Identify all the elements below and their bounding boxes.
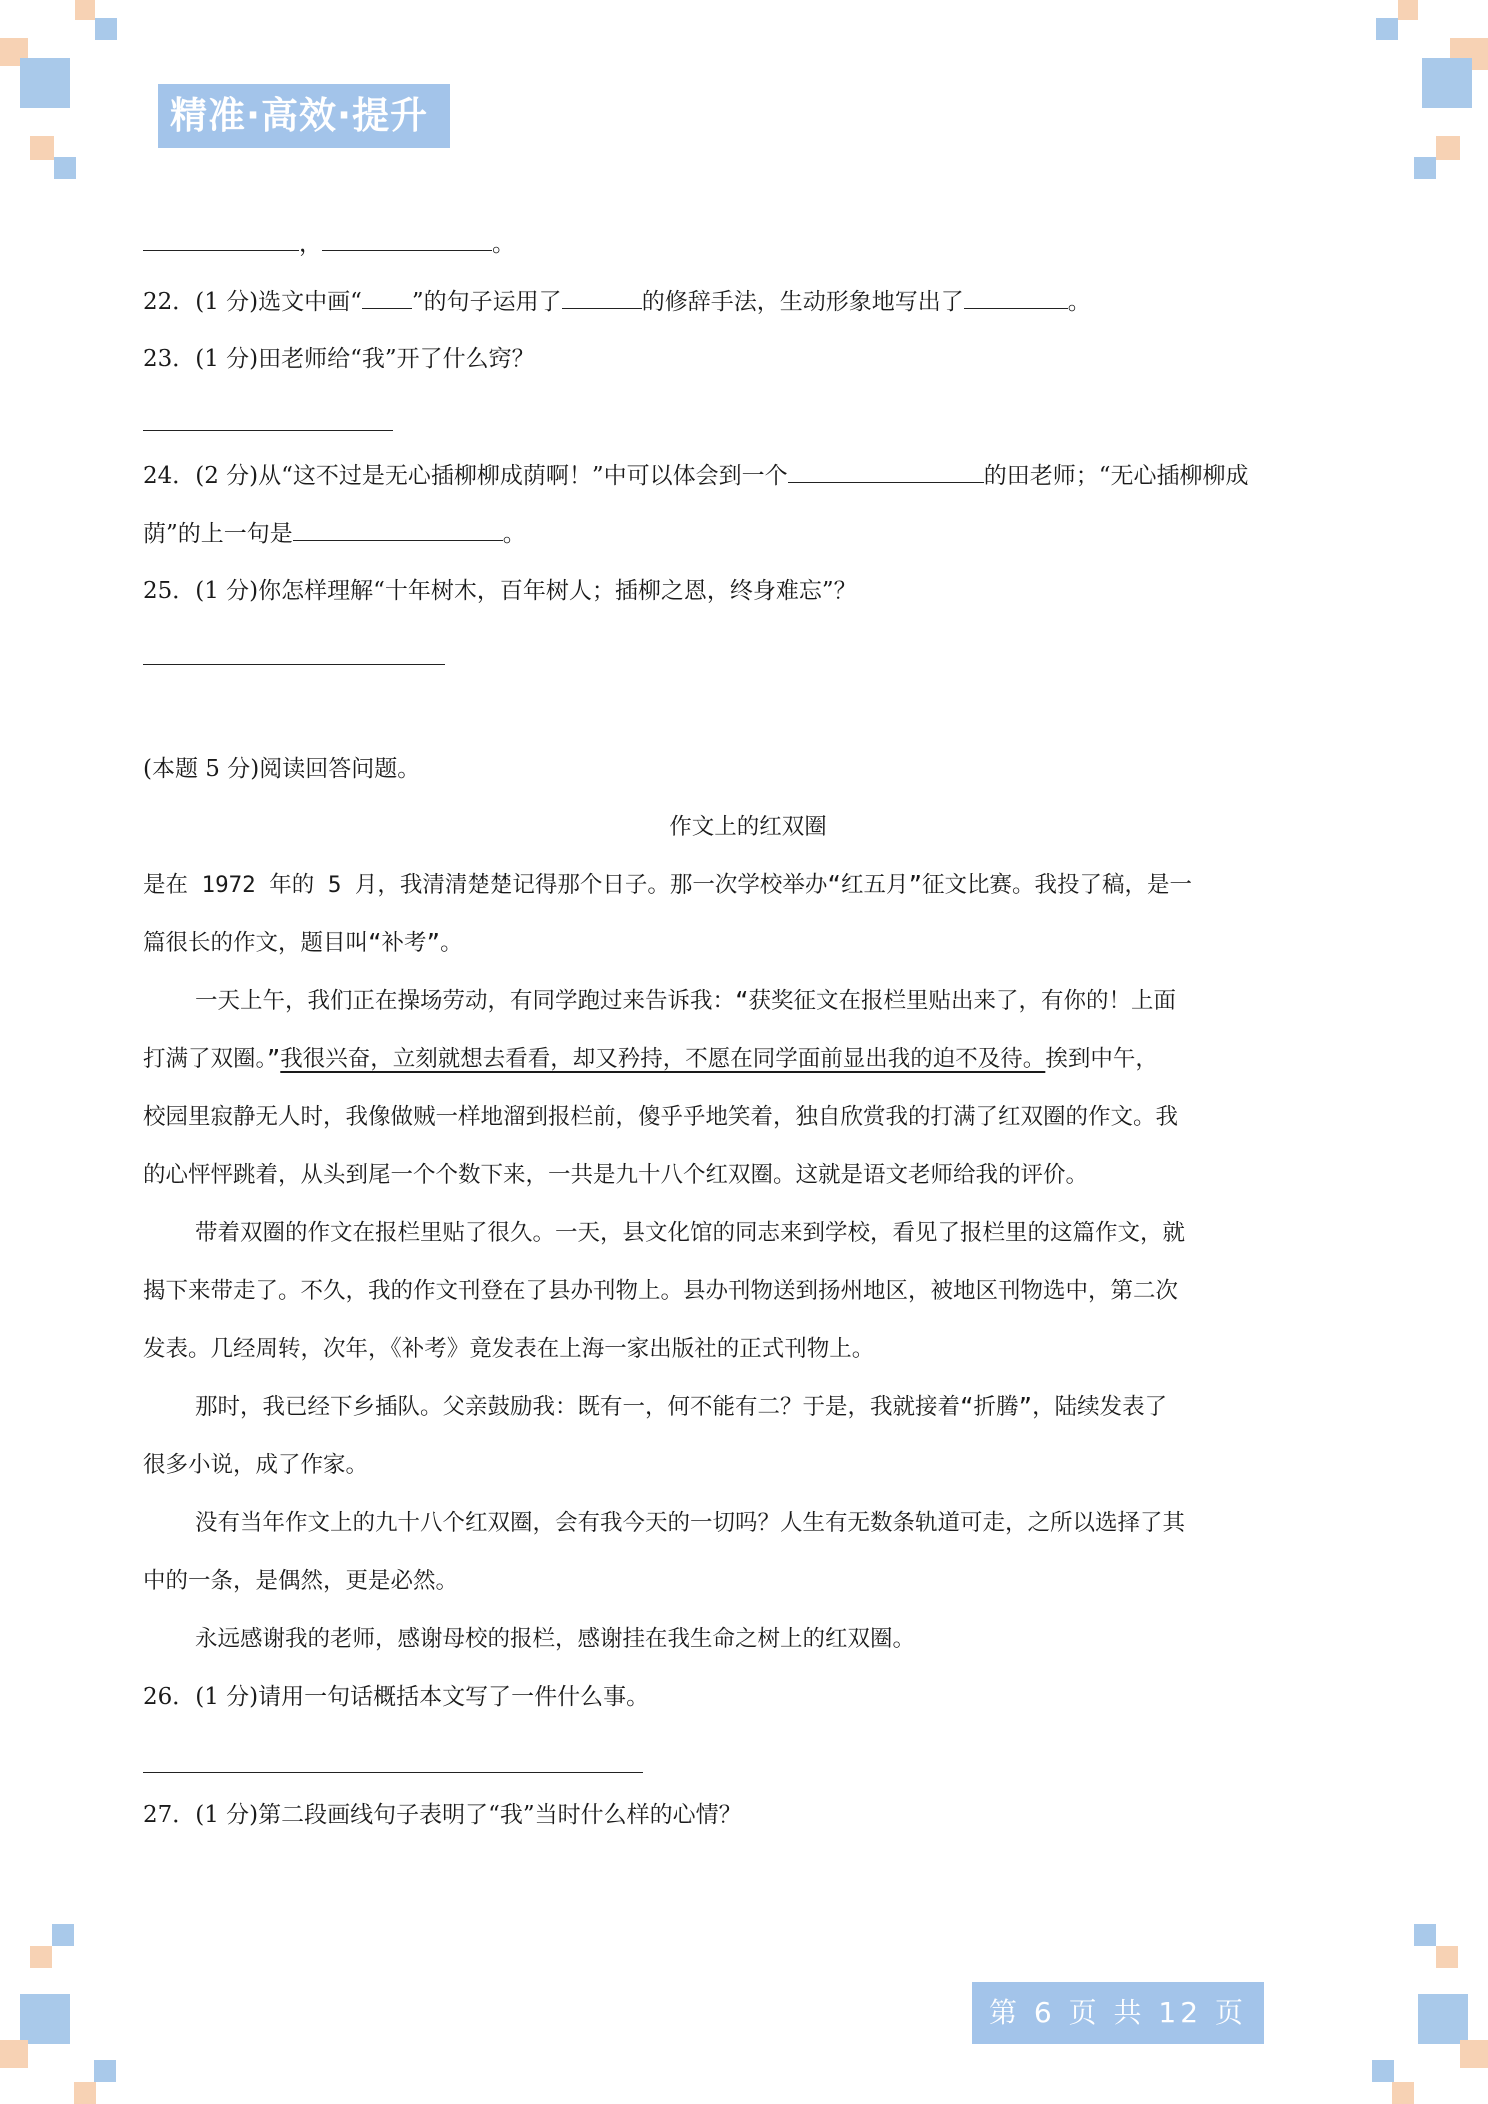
passage-p2-line-3: 校园里寂静无人时，我像做贼一样地溜到报栏前，傻乎乎地笑着，独自欣赏我的打满了红双圈的作文。我 [143,1104,1179,1130]
passage-p2-line-4: 的心怦怦跳着，从头到尾一个个数下来，一共是九十八个红双圈。这就是语文老师给我的评价。 [143,1162,1089,1188]
passage-p2-line-2: 打满了双圈。”我很兴奋，立刻就想去看看，却又矜持，不愿在同学面前显出我的迫不及待。挨到中午， [143,1046,1158,1072]
question-27: 27．(1 分)第二段画线句子表明了“我”当时什么样的心情？ [143,1802,742,1828]
answer-blank[interactable] [293,518,503,541]
passage-p1-line-1: 是在 1972 年的 5 月，我清清楚楚记得那个日子。那一次学校举办“红五月”征文比赛。我投了稿，是一 [143,872,1193,898]
answer-blank[interactable] [322,228,492,251]
question-23: 23．(1 分)田老师给“我”开了什么窍？ [143,346,535,372]
question-25: 25．(1 分)你怎样理解“十年树木，百年树人；插柳之恩，终身难忘”？ [143,578,857,604]
question-26: 26．(1 分)请用一句话概括本文写了一件什么事。 [143,1684,650,1710]
underlined-sentence: 我很兴奋，立刻就想去看看，却又矜持，不愿在同学面前显出我的迫不及待。 [280,1046,1046,1072]
answer-line[interactable] [143,430,393,431]
passage-title: 作文上的红双圈 [669,814,827,840]
passage-p3-line-3: 发表。几经周转，次年，《补考》竟发表在上海一家出版社的正式刊物上。 [143,1336,875,1362]
passage-p4-line-2: 很多小说，成了作家。 [143,1452,369,1478]
answer-blank[interactable] [362,286,412,309]
passage-p5-line-1: 没有当年作文上的九十八个红双圈，会有我今天的一切吗？人生有无数条轨道可走，之所以选择了其 [195,1510,1186,1536]
passage-p6-line-1: 永远感谢我的老师，感谢母校的报栏，感谢挂在我生命之树上的红双圈。 [195,1626,916,1652]
passage-p5-line-2: 中的一条，是偶然，更是必然。 [143,1568,459,1594]
question-24-line-2: 荫”的上一句是 。 [143,518,526,549]
answer-blank[interactable] [143,228,299,251]
passage-p3-line-2: 揭下来带走了。不久，我的作文刊登在了县办刊物上。县办刊物送到扬州地区，被地区刊物选中，第二次 [143,1278,1179,1304]
passage-p2-line-1: 一天上午，我们正在操场劳动，有同学跑过来告诉我：“获奖征文在报栏里贴出来了，有你的！上面 [195,988,1177,1014]
answer-blank[interactable] [964,286,1068,309]
question-24-line-1: 24．(2 分)从“这不过是无心插柳柳成荫啊！”中可以体会到一个 的田老师；“无心插柳柳成 [143,460,1248,491]
answer-line[interactable] [143,1772,643,1773]
section-intro: (本题 5 分)阅读回答问题。 [143,756,421,782]
passage-p1-line-2: 篇很长的作文，题目叫“补考”。 [143,930,463,956]
answer-blank[interactable] [562,286,642,309]
continuation-line: ， 。 [143,228,515,259]
passage-p4-line-1: 那时，我已经下乡插队。父亲鼓励我：既有一，何不能有二？于是，我就接着“折腾”，陆续发表了 [195,1394,1168,1420]
brand-banner: 精准·高效·提升 [158,84,450,148]
answer-blank[interactable] [788,460,984,483]
passage-p3-line-1: 带着双圈的作文在报栏里贴了很久。一天，县文化馆的同志来到学校，看见了报栏里的这篇作文，就 [195,1220,1186,1246]
page-number: 第 6 页 共 12 页 [972,1982,1264,2044]
answer-line[interactable] [143,664,445,665]
question-22: 22．(1 分)选文中画“ ”的句子运用了 的修辞手法，生动形象地写出了 。 [143,286,1091,317]
